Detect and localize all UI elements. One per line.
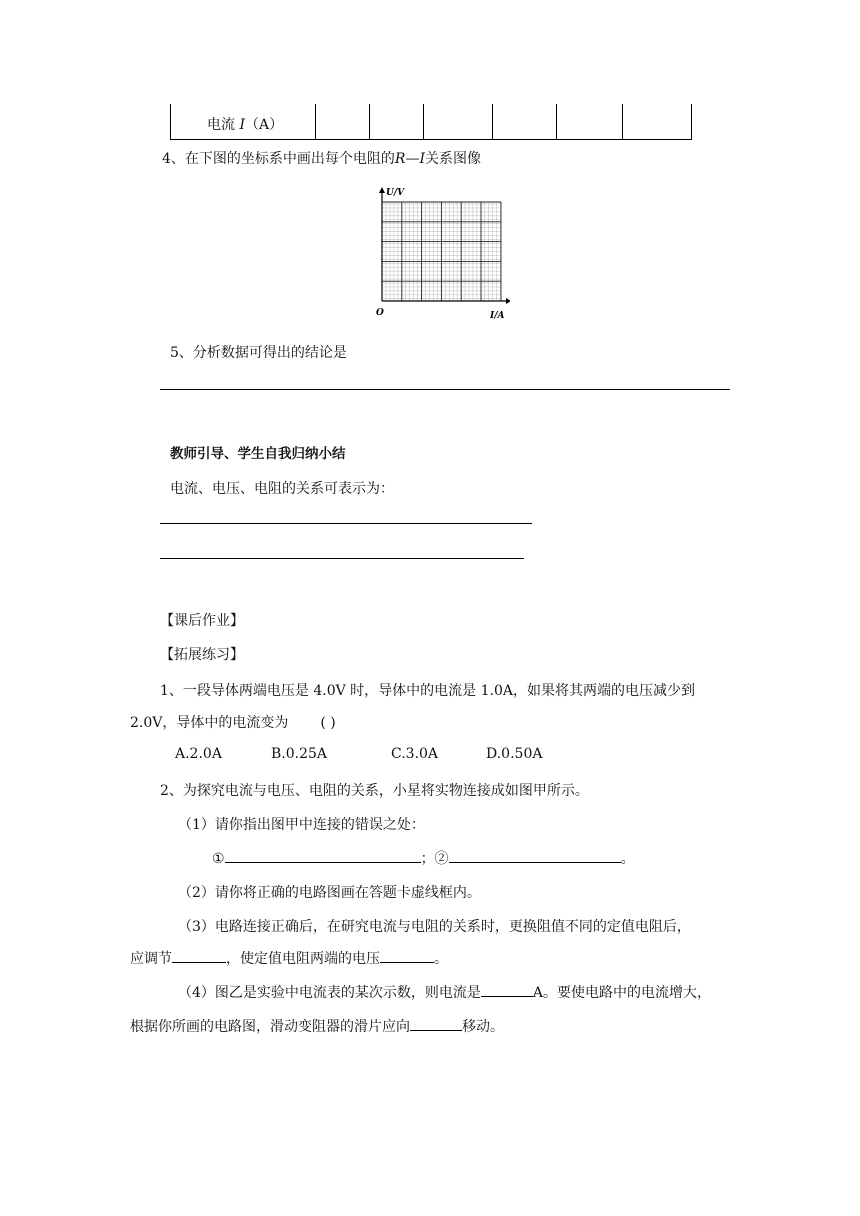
table-cell bbox=[315, 104, 370, 139]
q2-stem: 2、为探究电流与电压、电阻的关系，小星将实物连接成如图甲所示。 bbox=[160, 783, 589, 799]
item-4-instruction: 4、在下图的坐标系中画出每个电阻的R—I关系图像 bbox=[162, 151, 481, 167]
table-cell bbox=[556, 104, 623, 139]
q1-option-b[interactable]: B.0.25A bbox=[271, 746, 328, 762]
q2-part4-line1: （4）图乙是实验中电流表的某次示数，则电流是 A。要使电路中的电流增大， bbox=[178, 985, 712, 1001]
summary-heading: 教师引导、学生自我归纳小结 bbox=[170, 446, 346, 462]
extension-heading: 【拓展练习】 bbox=[160, 647, 244, 663]
origin-label: O bbox=[376, 308, 384, 318]
homework-heading: 【课后作业】 bbox=[160, 613, 244, 629]
answer-line-item5[interactable] bbox=[160, 389, 730, 390]
q1-option-a[interactable]: A.2.0A bbox=[175, 746, 222, 762]
table-cell-label bbox=[171, 104, 316, 139]
q2-part2: （2）请你将正确的电路图画在答题卡虚线框内。 bbox=[178, 885, 481, 901]
answer-line-summary-1[interactable] bbox=[160, 523, 532, 524]
table-cell bbox=[492, 104, 557, 139]
item-5-prompt: 5、分析数据可得出的结论是 bbox=[170, 345, 347, 361]
q1-line1: 1、一段导体两端电压是 4.0V 时，导体中的电流是 1.0A，如果将其两端的电压减少到 bbox=[160, 683, 696, 699]
table-cell bbox=[369, 104, 424, 139]
summary-text: 电流、电压、电阻的关系可表示为： bbox=[170, 481, 394, 497]
y-axis-arrow-icon bbox=[379, 187, 385, 193]
q2-part3-line1: （3）电路连接正确后，在研究电流与电阻的关系时，更换阻值不同的定值电阻后， bbox=[178, 919, 691, 935]
data-table-current-row bbox=[170, 104, 692, 140]
q1-option-c[interactable]: C.3.0A bbox=[391, 746, 439, 762]
x-axis-arrow-icon bbox=[506, 298, 510, 304]
q2-part4-line2: 根据你所画的电路图，滑动变阻器的滑片应向 移动。 bbox=[130, 1019, 504, 1035]
q1-answer-paren[interactable]: ( ) bbox=[320, 715, 336, 731]
table-cell bbox=[622, 104, 689, 139]
q2-blank-error-1[interactable] bbox=[225, 862, 421, 863]
answer-line-summary-2[interactable] bbox=[160, 558, 524, 559]
q2-blank-adjust[interactable] bbox=[172, 962, 226, 963]
q2-blank-voltage[interactable] bbox=[380, 962, 434, 963]
x-axis-label: I/A bbox=[490, 311, 505, 321]
q2-part3-line2: 应调节 ，使定值电阻两端的电压 。 bbox=[130, 951, 448, 967]
y-axis-label: U/V bbox=[386, 188, 405, 198]
ui-coordinate-graph[interactable] bbox=[370, 184, 510, 322]
q1-option-d[interactable]: D.0.50A bbox=[486, 746, 543, 762]
q2-part1-answers: ① ；② 。 bbox=[212, 851, 635, 867]
q1-line2: 2.0V，导体中的电流变为 ( ) bbox=[130, 715, 336, 731]
q2-blank-direction[interactable] bbox=[410, 1030, 462, 1031]
q2-blank-current[interactable] bbox=[481, 996, 533, 997]
q2-blank-error-2[interactable] bbox=[449, 862, 621, 863]
q2-part1: （1）请你指出图甲中连接的错误之处： bbox=[178, 817, 425, 833]
table-cell bbox=[423, 104, 493, 139]
current-row-label: 电流 I（A） bbox=[207, 117, 284, 133]
